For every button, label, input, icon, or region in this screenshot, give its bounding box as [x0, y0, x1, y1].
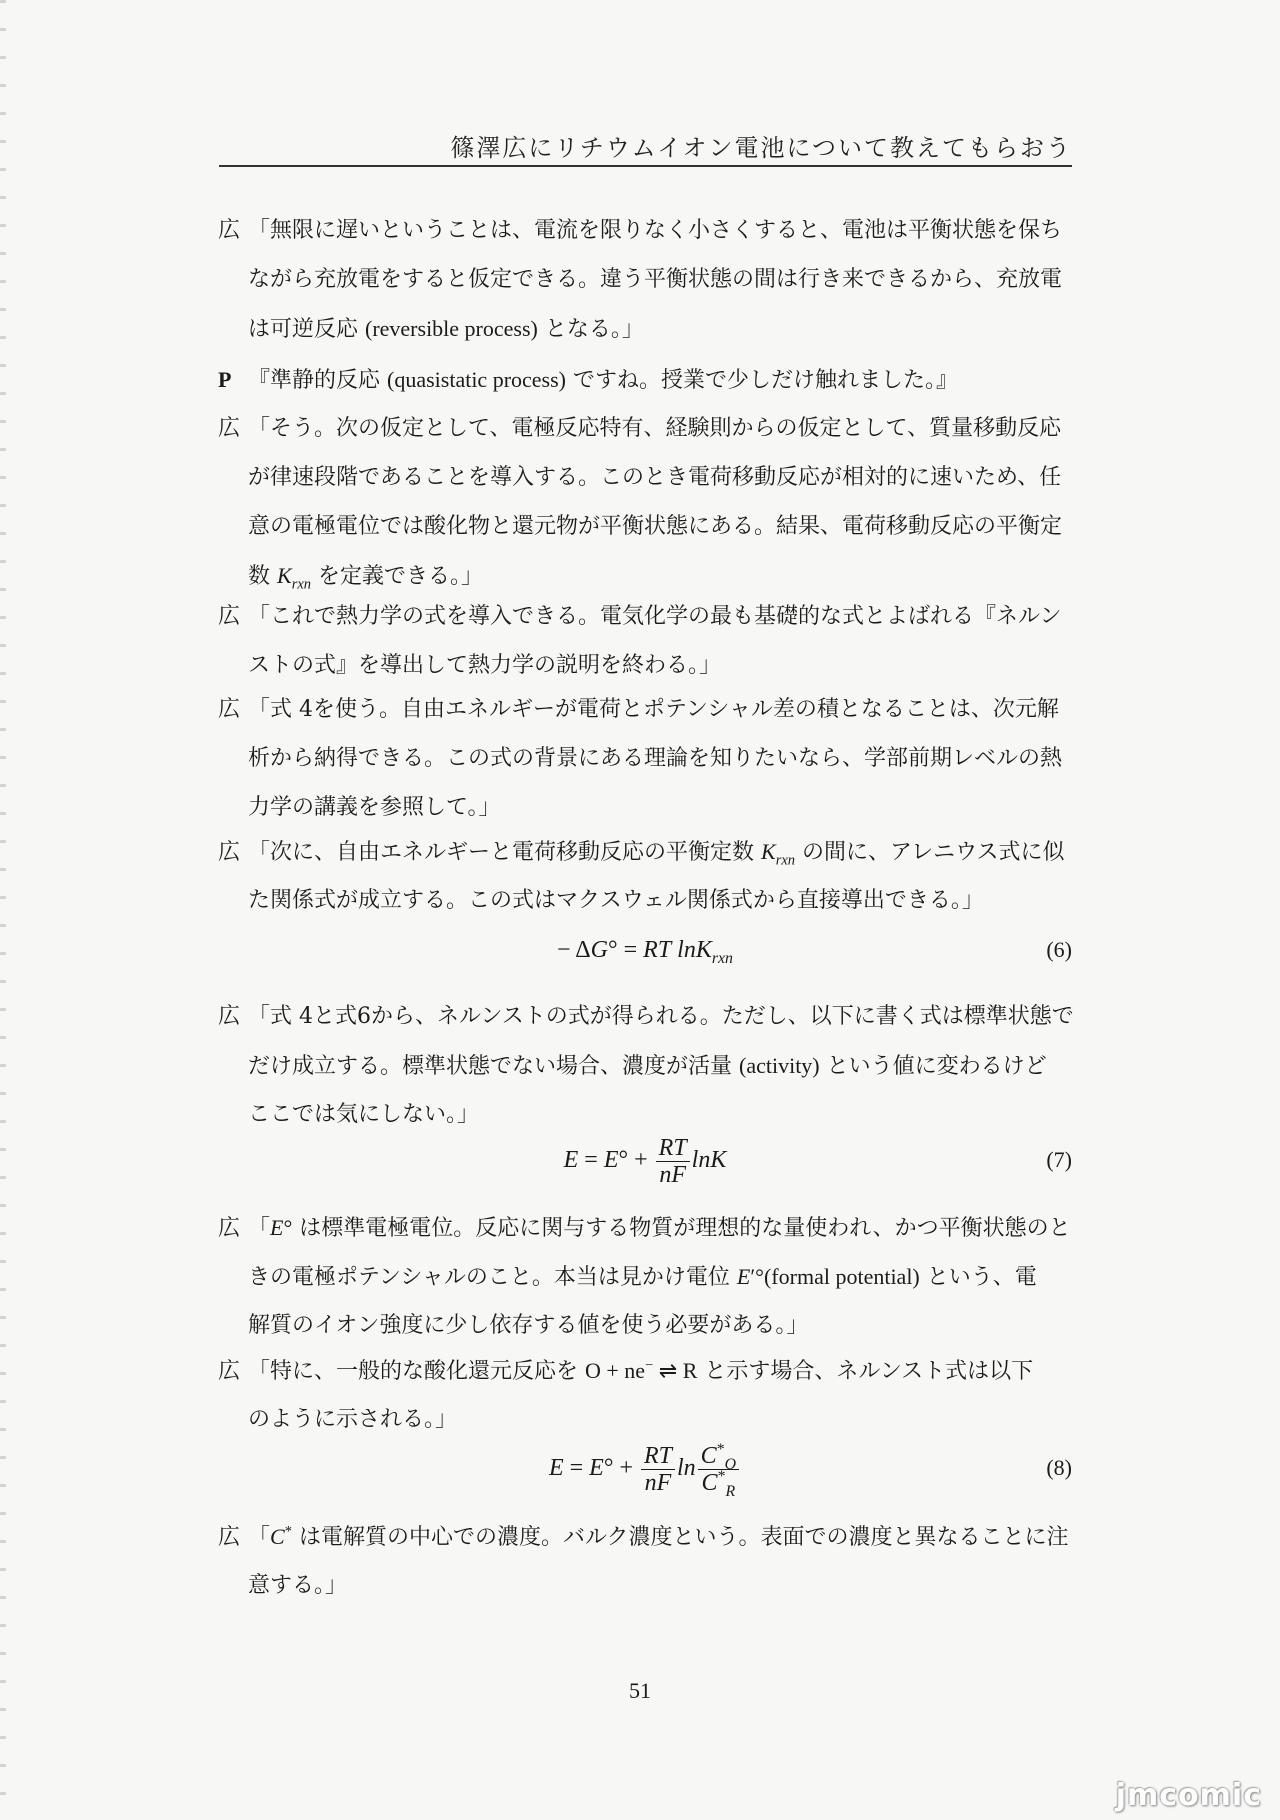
- paragraph-line: [218, 1561, 1072, 1610]
- text-run: 意する。」: [248, 1573, 348, 1598]
- text-run: 「次に、自由エネルギーと電荷移動反応の平衡定数: [248, 840, 761, 865]
- paragraph-line: [218, 1346, 1072, 1395]
- text-run: *: [284, 1523, 292, 1540]
- text-run: 意の電極電位では酸化物と還元物が平衡状態にある。結果、電荷移動反応の平衡定: [248, 514, 1063, 539]
- header-rule: [219, 165, 1072, 167]
- paragraph-line: [218, 992, 1072, 1041]
- paragraph-line: [218, 1252, 1072, 1301]
- text-run: rxn: [775, 852, 796, 869]
- text-run: きの電極ポテンシャルのこと。本当は見かけ電位: [248, 1265, 737, 1290]
- text-run: 『準静的反応: [248, 368, 387, 393]
- equation-number: (7): [1046, 1147, 1072, 1172]
- text-run: という値に変わるけど: [819, 1054, 1047, 1079]
- speaker-label: 広: [218, 604, 241, 629]
- text-run: は可逆反応: [248, 317, 365, 342]
- watermark-logo: jmcomic: [1115, 1778, 1262, 1813]
- text-run: (activity): [739, 1053, 820, 1078]
- text-run: 「そう。次の仮定として、電極反応特有、経験則からの仮定として、質量移動反応: [248, 416, 1062, 441]
- paragraph-line: [218, 592, 1072, 641]
- paragraph: [218, 206, 1072, 353]
- text-run: のように示される。」: [248, 1407, 458, 1432]
- text-run: が律速段階であることを導入する。このとき電荷移動反応が相対的に速いため、任: [248, 465, 1062, 490]
- paragraph-line: [218, 355, 1072, 404]
- speaker-label: 広: [218, 1004, 241, 1029]
- paragraph-line: [218, 1301, 1072, 1350]
- text-run: C: [270, 1524, 285, 1549]
- speaker-label: 広: [218, 1359, 241, 1384]
- text-run: 数: [248, 564, 277, 589]
- speaker-label: 広: [218, 218, 241, 243]
- text-run: °: [283, 1215, 293, 1240]
- text-run: (formal potential): [763, 1264, 920, 1289]
- equation-7: [218, 1128, 1072, 1192]
- text-run: と示す場合、ネルンスト式は以下: [697, 1359, 1034, 1384]
- text-run: E: [270, 1215, 284, 1240]
- paragraph-line: [218, 304, 1072, 353]
- paragraph-line: [218, 255, 1072, 304]
- text-run: 「: [248, 1525, 271, 1550]
- paragraph-line: [218, 502, 1072, 551]
- equation-formula: − ΔG° = RT lnK$_{rxn}$: [557, 937, 733, 967]
- paragraph: [218, 1512, 1072, 1610]
- text-run: 力学の講義を参照して。」: [248, 795, 501, 820]
- paragraph-line: [218, 1203, 1072, 1252]
- text-run: ここでは気にしない。」: [248, 1102, 480, 1127]
- paragraph-line: [218, 1041, 1072, 1090]
- page-number: 51: [629, 1678, 651, 1703]
- speaker-label: 広: [218, 697, 241, 722]
- speaker-label: 広: [218, 1525, 241, 1550]
- text-run: ですね。授業で少しだけ触れました。』: [566, 368, 958, 393]
- equation-6: [218, 918, 1072, 982]
- paragraph: [218, 1346, 1072, 1444]
- text-run: −: [645, 1357, 654, 1374]
- text-run: 「無限に遅いということは、電流を限りなく小さくすると、電池は平衡状態を保ち: [248, 218, 1063, 243]
- text-run: R: [682, 1358, 698, 1383]
- text-run: は標準電極電位。反応に関与する物質が理想的な量使われ、かつ平衡状態のと: [292, 1216, 1071, 1241]
- text-run: rxn: [291, 576, 312, 593]
- paragraph: [218, 355, 1072, 404]
- text-run: K: [761, 839, 776, 864]
- paragraph: [218, 592, 1072, 690]
- text-run: K: [277, 563, 292, 588]
- text-run: は電解質の中心での濃度。バルク濃度という。表面での濃度と異なることに注: [291, 1525, 1069, 1550]
- text-run: という、電: [919, 1265, 1037, 1290]
- text-run: ながら充放電をすると仮定できる。違う平衡状態の間は行き来できるから、充放電: [248, 267, 1063, 292]
- equation-number: (8): [1046, 1455, 1072, 1480]
- speaker-label: 広: [218, 416, 241, 441]
- text-run: を定義できる。」: [311, 564, 484, 589]
- equation-8: [218, 1436, 1072, 1500]
- text-run: O + ne: [585, 1358, 646, 1383]
- text-run: ⇌: [653, 1358, 683, 1383]
- speaker-label: 広: [218, 1216, 241, 1241]
- paragraph-line: [218, 827, 1072, 876]
- text-run: た関係式が成立する。この式はマクスウェル関係式から直接導出できる。」: [248, 888, 984, 913]
- text-run: ストの式』を導出して熱力学の説明を終わる。」: [248, 653, 722, 678]
- text-run: (reversible process): [365, 316, 538, 341]
- text-run: となる。」: [537, 317, 644, 342]
- paragraph: [218, 1203, 1072, 1350]
- text-run: 「式 4と式6から、ネルンストの式が得られる。ただし、以下に書く式は標準状態で: [248, 1004, 1074, 1029]
- paragraph-line: [218, 641, 1072, 690]
- binding-edge: [0, 0, 6, 1820]
- text-run: (quasistatic process): [387, 367, 566, 392]
- paragraph: [218, 404, 1072, 600]
- text-run: の間に、アレニウス式に似: [795, 840, 1065, 865]
- text-run: 「特に、一般的な酸化還元反応を: [248, 1359, 585, 1384]
- equation-number: (6): [1046, 937, 1072, 962]
- speaker-label: 広: [218, 840, 241, 865]
- paragraph-line: [218, 685, 1072, 734]
- paragraph-line: [218, 206, 1072, 255]
- paragraph-line: [218, 734, 1072, 783]
- paragraph-line: [218, 453, 1072, 502]
- running-header-title: 篠澤広にリチウムイオン電池について教えてもらおう: [450, 134, 1072, 162]
- text-run: 「式 4を使う。自由エネルギーが電荷とポテンシャル差の積となることは、次元解: [248, 697, 1059, 722]
- speaker-label: P: [218, 367, 232, 392]
- text-run: E: [736, 1264, 751, 1289]
- text-run: 解質のイオン強度に少し依存する値を使う必要がある。」: [248, 1313, 809, 1338]
- text-run: 析から納得できる。この式の背景にある理論を知りたいなら、学部前期レベルの熱: [248, 746, 1063, 771]
- paragraph: [218, 685, 1072, 832]
- text-run: ′°: [750, 1264, 764, 1289]
- paragraph-line: [218, 404, 1072, 453]
- text-run: 「: [248, 1216, 271, 1241]
- text-run: 「これで熱力学の式を導入できる。電気化学の最も基礎的な式とよばれる『ネルン: [248, 604, 1062, 629]
- paragraph-line: [218, 1512, 1072, 1561]
- equation-formula: E = E° + $\frac{RT}{nF}$ lnK: [563, 1134, 727, 1188]
- paragraph: [218, 992, 1072, 1139]
- equation-formula: E = E° + $\frac{RT}{nF}$ ln $\frac{C^*_O}{C^*_R}$: [218, 1436, 1072, 1500]
- paragraph: [218, 827, 1072, 925]
- text-run: だけ成立する。標準状態でない場合、濃度が活量: [248, 1054, 739, 1079]
- paragraph-line: [218, 783, 1072, 832]
